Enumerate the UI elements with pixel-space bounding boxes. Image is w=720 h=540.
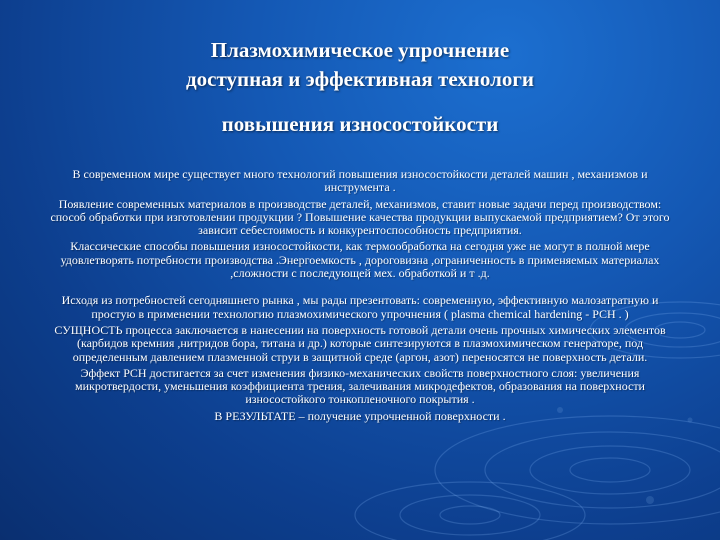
- paragraph-effect: Эффект PCH достигается за счет изменения физико-механических свойств поверхностного слоя: увеличения микротвердости, уменьшения коэффициента трения, залечивания микродефектов, образования на поверхности износостойкого тонкопленочного покрытия .: [75, 365, 645, 407]
- title-line-2: доступная и эффективная технологи: [186, 67, 534, 91]
- slide-body: [46, 168, 674, 426]
- title-spacer: [60, 94, 660, 110]
- paragraph-result: В РЕЗУЛЬТАТЕ – получение упрочненной поверхности .: [214, 408, 506, 423]
- title-line-1: Плазмохимическое упрочнение: [210, 38, 510, 62]
- title-line-3: повышения износостойкости: [221, 112, 499, 136]
- paragraph-new-materials: Появление современных материалов в производстве деталей, механизмов, ставит новые задачи перед производством: способ обработки при изготовлении продукции ? Повышение качества продукции выпускаемой предприятием? От этого зависит себестоимость и конкурентоспособность предприятия.: [50, 196, 670, 238]
- slide-title: [60, 36, 660, 139]
- paragraph-essence: СУЩНОСТЬ процесса заключается в нанесении на поверхность готовой детали очень прочных химических элементов (карбидов кремния ,нитридов бора, титана и др.) которые синтезируются в плазмохимическом генераторе, под определенным давлением плазменной струи в защитной среде (аргон, азот) переносятся не поверхность детали.: [54, 322, 666, 364]
- paragraph-presentation: Исходя из потребностей сегодняшнего рынка , мы рады презентовать: современную, эффективную малозатратную и простую в применении технологию плазмохимического упрочнения ( plasma chemical hardening - PCH . ): [61, 293, 659, 321]
- paragraph-classic-methods: Классические способы повышения износостойкости, как термообработка на сегодня уже не могут в полной мере удовлетворять потребности производства .Энергоемкость , дороговизна ,ограниченность в применяемых материалах ,сложности с последующей мех. обработкой и т .д.: [60, 239, 660, 281]
- paragraph-intro: В современном мире существует много технологий повышения износостойкости деталей машин , механизмов и инструмента .: [72, 167, 648, 195]
